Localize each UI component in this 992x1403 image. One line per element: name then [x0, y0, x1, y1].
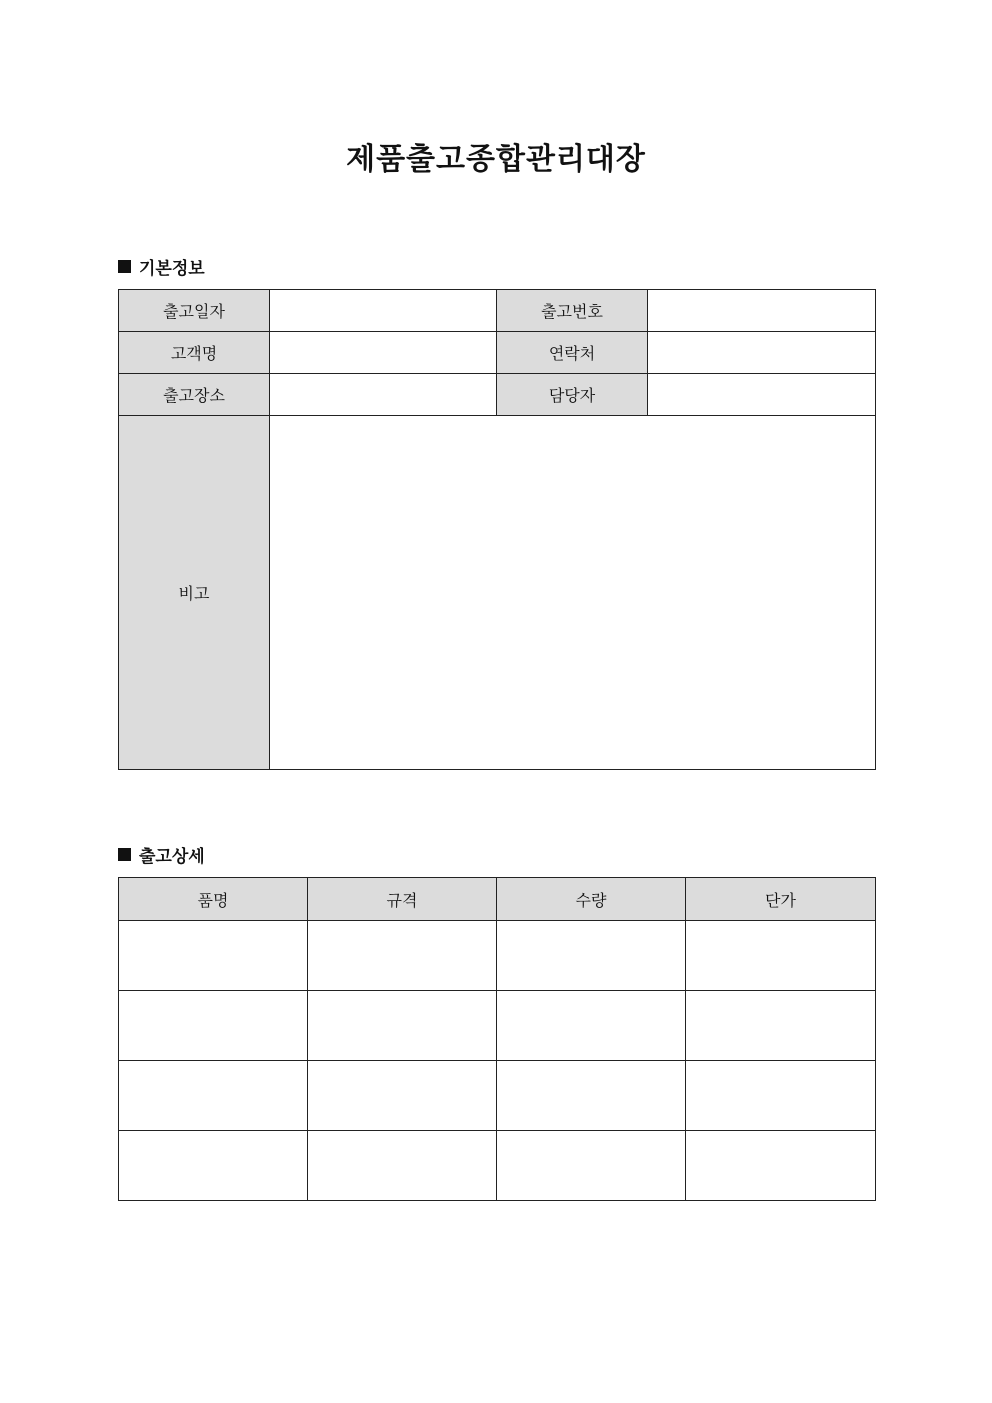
- table-row: [119, 374, 876, 416]
- manager-field[interactable]: [648, 374, 876, 416]
- table-row: [119, 332, 876, 374]
- ship-number-field[interactable]: [648, 290, 876, 332]
- remarks-field[interactable]: [270, 416, 876, 770]
- unit-price-cell[interactable]: [686, 921, 876, 991]
- section-heading-shipment-detail: [118, 842, 205, 867]
- customer-name-field[interactable]: [270, 332, 497, 374]
- table-row: [119, 921, 876, 991]
- square-bullet-icon: [118, 848, 131, 861]
- field-label: 담당자: [497, 374, 648, 416]
- field-label: 출고일자: [119, 290, 270, 332]
- unit-price-cell[interactable]: [686, 991, 876, 1061]
- item-name-cell[interactable]: [119, 1131, 308, 1201]
- column-header: 규격: [308, 878, 497, 921]
- unit-price-cell[interactable]: [686, 1131, 876, 1201]
- table-header-row: [119, 878, 876, 921]
- page-title: 제품출고종합관리대장: [346, 142, 646, 177]
- spec-cell[interactable]: [308, 1061, 497, 1131]
- quantity-cell[interactable]: [497, 1061, 686, 1131]
- column-header: 품명: [119, 878, 308, 921]
- field-label: 연락처: [497, 332, 648, 374]
- spec-cell[interactable]: [308, 1131, 497, 1201]
- quantity-cell[interactable]: [497, 1131, 686, 1201]
- field-label: 출고장소: [119, 374, 270, 416]
- square-bullet-icon: [118, 260, 131, 273]
- column-header: 단가: [686, 878, 876, 921]
- table-row: [119, 991, 876, 1061]
- spec-cell[interactable]: [308, 921, 497, 991]
- ship-location-field[interactable]: [270, 374, 497, 416]
- ship-date-field[interactable]: [270, 290, 497, 332]
- section-heading-label: 출고상세: [139, 847, 205, 867]
- field-label: 출고번호: [497, 290, 648, 332]
- basic-info-table: [118, 289, 876, 770]
- item-name-cell[interactable]: [119, 921, 308, 991]
- quantity-cell[interactable]: [497, 991, 686, 1061]
- field-label: 고객명: [119, 332, 270, 374]
- column-header: 수량: [497, 878, 686, 921]
- quantity-cell[interactable]: [497, 921, 686, 991]
- spec-cell[interactable]: [308, 991, 497, 1061]
- shipment-detail-table: [118, 877, 876, 1201]
- table-row: [119, 416, 876, 770]
- field-label: 비고: [119, 416, 270, 770]
- table-row: [119, 1131, 876, 1201]
- table-row: [119, 290, 876, 332]
- table-row: [119, 1061, 876, 1131]
- item-name-cell[interactable]: [119, 1061, 308, 1131]
- section-heading-basic-info: [118, 254, 205, 279]
- item-name-cell[interactable]: [119, 991, 308, 1061]
- contact-field[interactable]: [648, 332, 876, 374]
- section-heading-label: 기본정보: [139, 259, 205, 279]
- unit-price-cell[interactable]: [686, 1061, 876, 1131]
